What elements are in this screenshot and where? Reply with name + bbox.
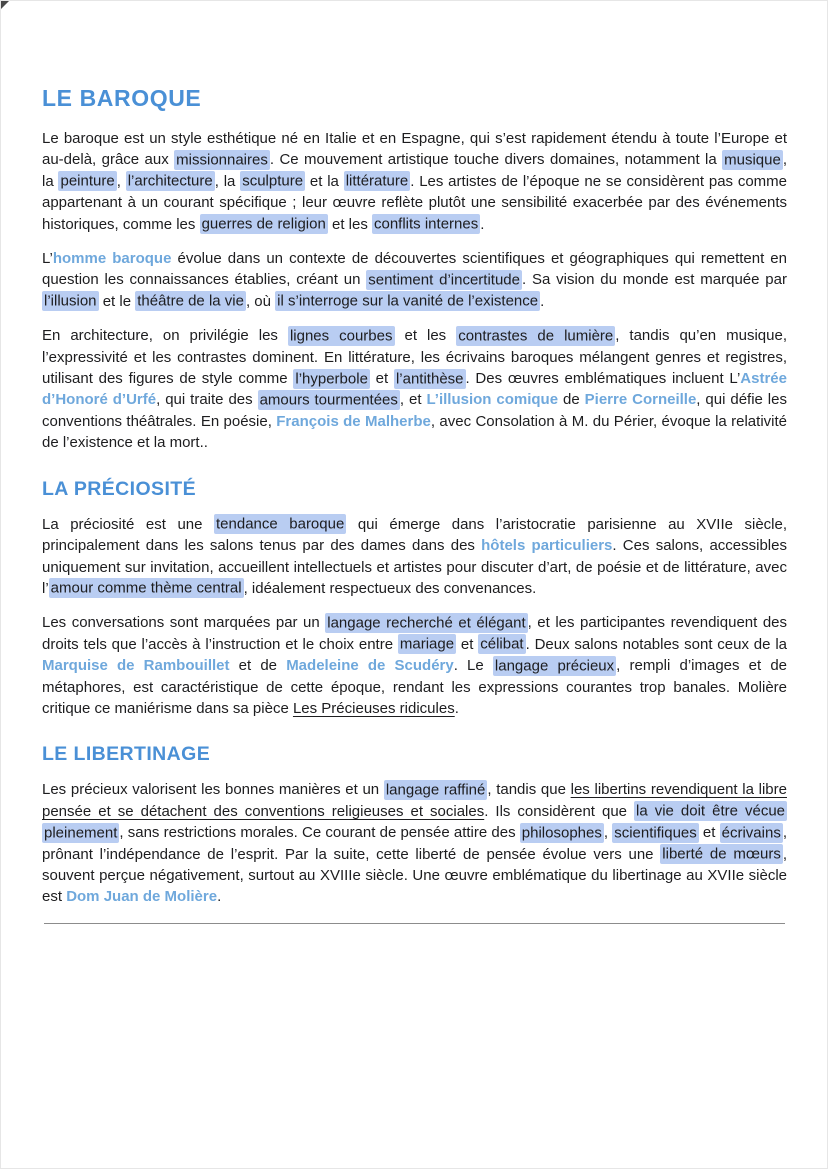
text: , rempli d’images et de métaphores, est caractéristique de cette époque, rendant les expressions courantes trop banales. Molière critique ce maniérisme dans sa pièce <box>42 657 788 717</box>
highlighted-text: sculpture <box>242 172 304 190</box>
highlighted-text: contrastes de lumière <box>458 327 614 345</box>
text: Le baroque est un style esthétique né en Italie et en Espagne, qui s’est rapidement étendu à toute l’Europe et au-delà, grâce aux <box>42 130 787 169</box>
paragraph <box>42 779 787 907</box>
highlighted-text: missionnaires <box>176 151 268 169</box>
highlighted-text: célibat <box>480 635 524 653</box>
section-preciosite <box>42 478 787 720</box>
text: , avec Consolation à M. du Périer, évoque la relativité de l’existence et la mort.. <box>42 412 787 452</box>
text: . Ces salons, accessibles uniquement sur invitation, accueillent intellectuels et artistes pour discuter d’art, de poésie et de littérature, avec l’ <box>42 537 787 597</box>
paragraph <box>42 128 787 235</box>
highlighted-text: tendance baroque <box>216 515 345 533</box>
highlighted-text: amour comme thème central <box>50 579 242 597</box>
text: L’ <box>42 250 53 268</box>
highlighted-text: littérature <box>345 172 409 190</box>
text: , et les participantes revendiquent des droits tels que l’accès à l’instruction et le choix entre <box>42 614 788 653</box>
highlighted-text: musique <box>724 151 781 169</box>
highlighted-text: sentiment d’incertitude <box>368 271 520 289</box>
text: et <box>456 635 479 653</box>
text: de <box>558 391 585 409</box>
text: . Des œuvres emblématiques incluent L’ <box>465 370 741 388</box>
page-corner-mark <box>1 1 9 9</box>
highlighted-text: scientifiques <box>614 824 697 842</box>
section-title-preciosite: LA PRÉCIOSITÉ <box>42 477 196 500</box>
accent-name-text: Marquise de Rambouillet <box>42 657 230 675</box>
text: . <box>454 699 459 717</box>
text: , où <box>245 292 276 310</box>
text: , idéalement respectueux des convenances. <box>243 579 537 597</box>
text: . <box>217 888 222 906</box>
text: . Ce mouvement artistique touche divers domaines, notamment la <box>269 151 723 169</box>
text: . Le <box>453 657 493 675</box>
section-title-libertinage: LE LIBERTINAGE <box>42 743 211 766</box>
accent-name-text: homme baroque <box>52 250 172 268</box>
document-content <box>42 85 787 908</box>
text: , qui défie les conventions théâtrales. En poésie, <box>42 391 787 430</box>
accent-name-text: hôtels particuliers <box>481 537 613 555</box>
text: . <box>540 292 545 310</box>
highlighted-text: l’antithèse <box>395 370 464 388</box>
text: , souvent perçue négativement, surtout au XVIIIe siècle. Une œuvre emblématique du libertinage au XVIIe siècle est <box>42 845 787 906</box>
highlighted-text: écrivains <box>721 824 781 842</box>
highlighted-text: lignes courbes <box>289 327 393 345</box>
section-divider <box>44 923 785 924</box>
highlighted-text: mariage <box>399 635 455 653</box>
text: , tandis qu’en musique, l’expressivité et les contrastes dominent. En littérature, les écrivains baroques mélangent genres et registres, utilisant des figures de style comme <box>42 327 788 388</box>
text: En architecture, on privilégie les <box>42 327 288 345</box>
text: , prônant l’indépendance de l’esprit. Par la suite, cette liberté de pensée évolue vers une <box>42 824 787 863</box>
highlighted-text: langage raffiné <box>385 781 486 799</box>
text: , <box>116 172 126 190</box>
text: et le <box>98 292 136 310</box>
accent-name-text: François de Malherbe <box>276 412 431 430</box>
text: et la <box>305 172 344 190</box>
accent-name-text: Madeleine de Scudéry <box>286 657 454 675</box>
text: , la <box>214 172 241 190</box>
paragraph <box>42 612 787 719</box>
paragraph <box>42 514 787 600</box>
underlined-text: les libertins revendiquent la libre pensée et se détachent des conventions religieuses et sociales <box>42 781 787 820</box>
section-baroque <box>42 85 787 454</box>
text: évolue dans un contexte de découvertes scientifiques et géographiques qui remettent en question les connaissances établies, créant un <box>42 250 787 289</box>
highlighted-text: liberté de mœurs <box>662 845 781 863</box>
text: et <box>369 370 394 388</box>
accent-name-text: L’illusion comique <box>426 391 559 409</box>
section-libertinage <box>42 743 787 907</box>
accent-name-text: Astrée d’Honoré d’Urfé <box>42 370 787 409</box>
text: . <box>480 215 485 233</box>
highlighted-text: théâtre de la vie <box>137 292 244 310</box>
highlighted-text: guerres de religion <box>201 215 326 233</box>
section-title-baroque: LE BAROQUE <box>42 85 202 111</box>
accent-name-text: Pierre Corneille <box>584 391 697 409</box>
text: . Ils considèrent que <box>484 802 635 820</box>
highlighted-text: peinture <box>60 172 115 190</box>
highlighted-text: langage précieux <box>494 657 615 675</box>
text: et <box>698 824 720 842</box>
highlighted-text: il s’interroge sur la vanité de l’existence <box>277 292 539 310</box>
highlighted-text: amours tourmentées <box>259 391 398 409</box>
text: Les conversations sont marquées par un <box>42 614 326 632</box>
text: . Sa vision du monde est marquée par <box>521 271 787 289</box>
highlighted-text: la vie doit être vécue pleinement <box>44 802 785 842</box>
highlighted-text: conflits internes <box>374 215 479 233</box>
text: , qui traite des <box>156 391 258 409</box>
text: qui émerge dans l’aristocratie parisienne au XVIIe siècle, principalement dans les salons tenus par des dames dans des <box>42 515 788 555</box>
text: et de <box>229 657 287 675</box>
text: , <box>603 824 613 842</box>
paragraph <box>42 248 787 312</box>
text: . Les artistes de l’époque ne se considèrent pas comme appartenant à un courant spécifique ; leur œuvre reflète plutôt une sensibilité exacerbée par des événements historiques, comme les <box>42 172 788 233</box>
highlighted-text: l’illusion <box>44 292 97 310</box>
text: , et <box>399 391 427 409</box>
underlined-text: Les Précieuses ridicules <box>292 699 455 717</box>
text: et les <box>327 215 372 233</box>
highlighted-text: l’architecture <box>127 172 213 190</box>
text: , sans restrictions morales. Ce courant de pensée attire des <box>119 824 520 842</box>
text: . Deux salons notables sont ceux de la <box>525 635 787 653</box>
text: , tandis que <box>487 781 571 799</box>
text: , la <box>42 151 787 190</box>
highlighted-text: l’hyperbole <box>295 370 368 388</box>
accent-name-text: Dom Juan de Molière <box>66 888 218 906</box>
text: La préciosité est une <box>42 515 215 533</box>
paragraph <box>42 325 787 453</box>
highlighted-text: philosophes <box>521 824 602 842</box>
text: Les précieux valorisent les bonnes manières et un <box>42 781 384 799</box>
highlighted-text: langage recherché et élégant <box>327 614 526 632</box>
text: et les <box>394 327 457 345</box>
